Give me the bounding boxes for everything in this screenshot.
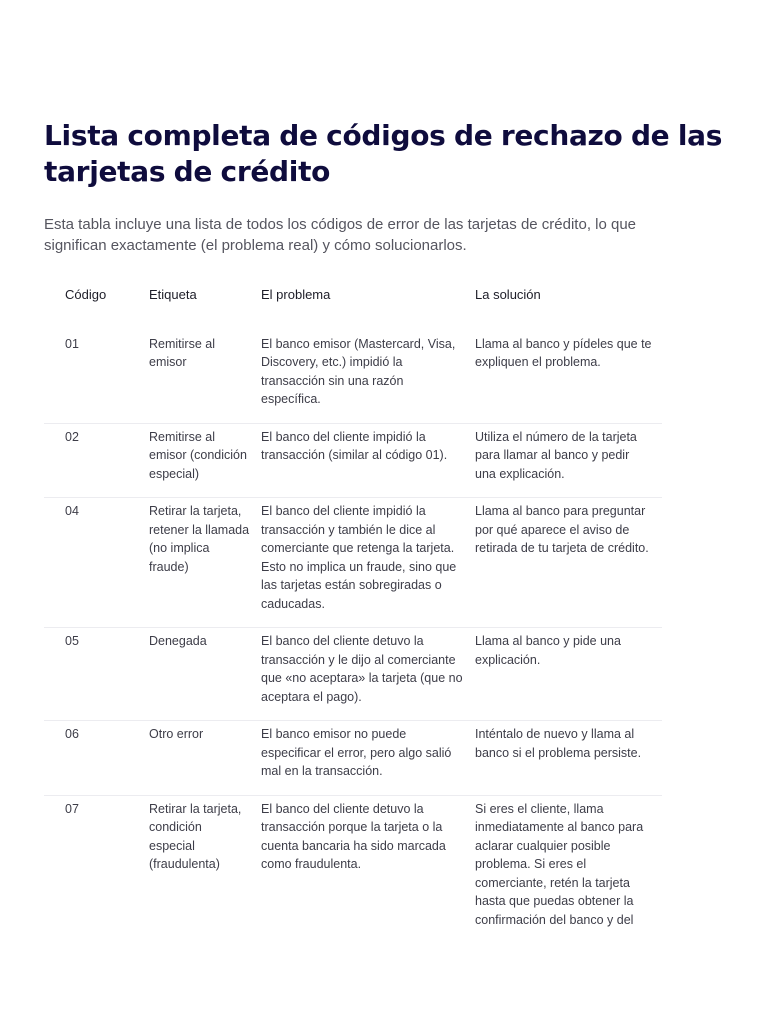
header-solution: La solución [475, 287, 541, 302]
cell-code: 02 [44, 423, 149, 498]
cell-label: Retirar la tarjeta, condición especial (fraudulenta) [149, 801, 242, 871]
decline-codes-table [44, 276, 662, 943]
cell-solution: Si eres el cliente, llama inmediatamente al banco para aclarar cualquier posible problema. Si eres el comerciante, retén la tarjeta hasta que puedas obtener la confirmación del banco y del [475, 801, 644, 927]
cell-code: 05 [44, 628, 149, 721]
table-row [44, 628, 662, 721]
table-header-row [44, 276, 662, 331]
cell-label: Otro error [149, 721, 261, 796]
cell-label: Retirar la tarjeta, retener la llamada (no implica fraude) [149, 498, 261, 628]
header-code: Código [65, 287, 107, 302]
cell-problem: El banco del cliente detuvo la transacción y le dijo al comerciante que «no aceptara» la tarjeta (que no aceptara el pago). [261, 628, 475, 721]
cell-problem: El banco del cliente impidió la transacción (similar al código 01). [261, 423, 475, 498]
table-row [44, 498, 662, 628]
cell-label: Remitirse al emisor [149, 331, 261, 424]
intro-paragraph: Esta tabla incluye una lista de todos los códigos de error de las tarjetas de crédito, lo que significan exactamente (el problema real) y cómo solucionarlos. [44, 216, 637, 254]
cell-code: 01 [44, 331, 149, 424]
table-row [44, 331, 662, 424]
cell-label: Denegada [149, 628, 261, 721]
cell-label: Remitirse al emisor (condición especial) [149, 423, 261, 498]
article [44, 118, 724, 943]
cell-problem: El banco emisor (Mastercard, Visa, Discovery, etc.) impidió la transacción sin una razón específica. [261, 331, 475, 424]
table-row [44, 721, 662, 796]
page-title: Lista completa de códigos de rechazo de las tarjetas de crédito [44, 119, 723, 188]
cell-problem: El banco del cliente impidió la transacción y también le dice al comerciante que retenga la tarjeta. Esto no implica un fraude, sino que las tarjetas están sobregiradas o caducadas. [261, 498, 475, 628]
cell-problem: El banco emisor no puede especificar el error, pero algo salió mal en la transacción. [261, 721, 475, 796]
header-problem: El problema [261, 287, 331, 302]
cell-solution: Llama al banco para preguntar por qué aparece el aviso de retirada de tu tarjeta de crédito. [475, 498, 662, 628]
table-row [44, 423, 662, 498]
header-label: Etiqueta [149, 287, 197, 302]
table-row [44, 795, 662, 943]
cell-code: 07 [65, 801, 79, 816]
cell-code: 04 [44, 498, 149, 628]
cell-solution: Inténtalo de nuevo y llama al banco si el problema persiste. [475, 721, 662, 796]
cell-problem: El banco del cliente detuvo la transacción porque la tarjeta o la cuenta bancaria ha sido marcada como fraudulenta. [261, 801, 446, 871]
cell-solution: Llama al banco y pide una explicación. [475, 628, 662, 721]
cell-solution: Utiliza el número de la tarjeta para llamar al banco y pedir una explicación. [475, 423, 662, 498]
cell-code: 06 [44, 721, 149, 796]
cell-solution: Llama al banco y pídeles que te expliquen el problema. [475, 331, 662, 424]
